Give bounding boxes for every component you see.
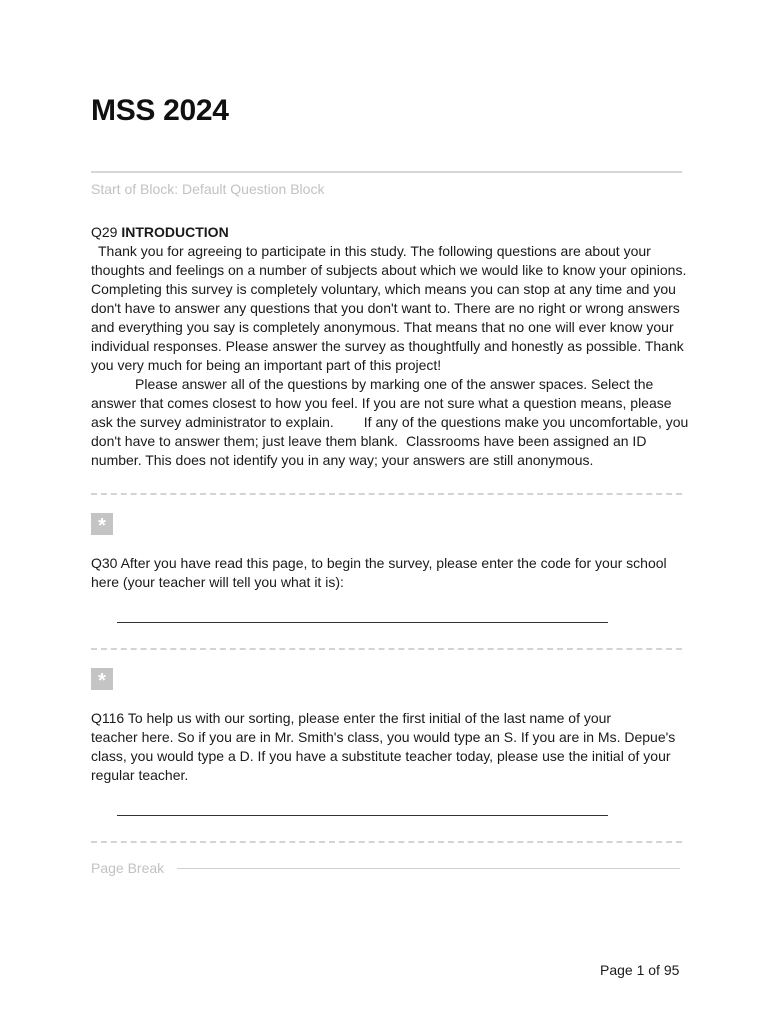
required-asterisk-icon: * [91, 513, 113, 535]
q116-question-text [91, 709, 681, 785]
question-separator [91, 841, 682, 843]
q29-instructions-part1: Please answer all of the questions by marking one of the answer spaces. Select the answer that comes closest to how you feel. If you are not sure what a question means, please ask the survey administrator to explain. [91, 376, 672, 430]
q29-instructions-part3: Classrooms have been assigned an ID number. This does not identify you in any way; your answers are still anonymous. [91, 433, 647, 468]
q29-id: Q29 [91, 224, 118, 240]
question-separator [91, 493, 682, 495]
question-q29 [91, 223, 691, 470]
required-asterisk-icon: * [91, 668, 113, 690]
q116-text-line1: Q116 To help us with our sorting, please enter the first initial of the last name of your [91, 710, 612, 726]
q29-title: INTRODUCTION [121, 224, 229, 240]
q29-instructions-part2: If any of the questions make you uncomfortable, you don't have to answer them; just leave them blank. [91, 414, 689, 449]
q30-question-text: Q30 After you have read this page, to begin the survey, please enter the code for your school here (your teacher will tell you what it is): [91, 555, 667, 590]
q29-heading [91, 223, 691, 242]
block-start-label: Start of Block: Default Question Block [91, 181, 325, 197]
q116-answer-field[interactable] [117, 815, 608, 816]
q29-instructions-paragraph [91, 375, 691, 470]
q29-intro-paragraph: Thank you for agreeing to participate in this study. The following questions are about your thoughts and feelings on a number of subjects about which we would like to know your opinions. Completing this survey is completely voluntary, which means you can stop at any time and you don't have to answer any questions that you don't want to. There are no right or wrong answers and everything you say is completely anonymous. That means that no one will ever know your individual responses. Please answer the survey as thoughtfully and honestly as possible. Thank you very much for being an important part of this project! [91, 243, 687, 373]
q30-answer-field[interactable] [117, 622, 608, 623]
page-number: Page 1 of 95 [600, 962, 680, 978]
document-title: MSS 2024 [91, 94, 229, 127]
question-separator [91, 648, 682, 650]
page-break-label: Page Break [91, 860, 165, 876]
page-break-line [177, 868, 680, 869]
q116-text-rest: teacher here. So if you are in Mr. Smith's class, you would type an S. If you are in Ms. Depue's class, you would type a D. If you have a substitute teacher today, please use the initial of your regular teacher. [91, 729, 676, 783]
title-divider [91, 171, 682, 173]
